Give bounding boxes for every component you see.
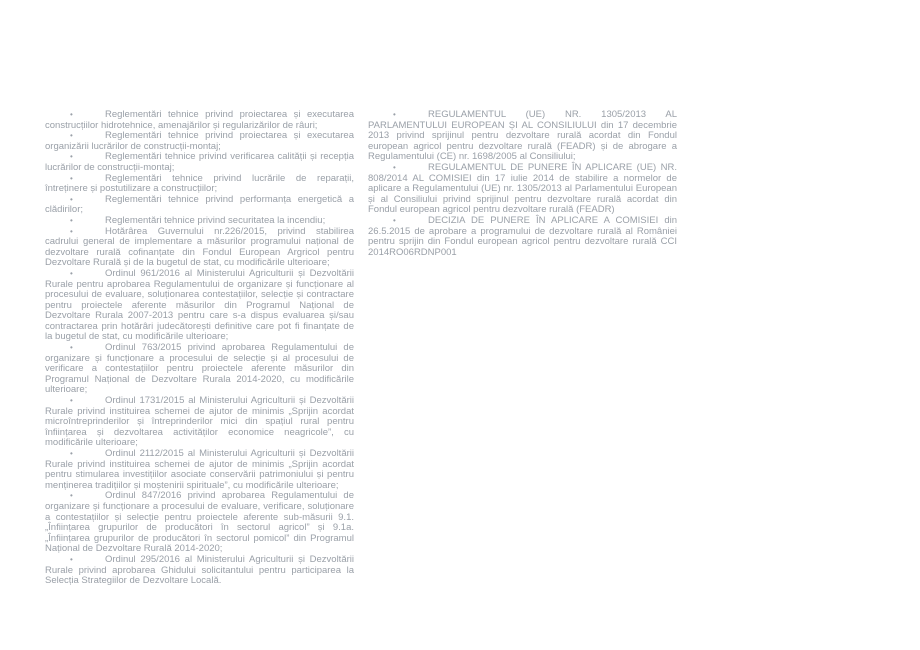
item-text: Hotărârea Guvernului nr.226/2015, privind stabilirea cadrului general de implementare a măsurilor programului național de dezvoltare rurală cofinanțate din Fondul European Argricol pentru Dezvoltare Rurală și de la bugetul de stat, cu modificările ulterioare; <box>45 225 354 269</box>
bullet-marker: • <box>70 343 73 353</box>
item-text: DECIZIA DE PUNERE ÎN APLICARE A COMISIEI din 26.5.2015 de aprobare a programului de dezvoltare rurală al României pentru sprijin din Fondul european agricol pentru dezvoltare rurală CCI 2014RO06RDNP001 <box>368 214 677 258</box>
list-item <box>45 195 354 216</box>
item-text: Reglementări tehnice privind securitatea la incendiu; <box>105 214 326 226</box>
list-item <box>45 449 354 491</box>
list-item <box>45 491 354 555</box>
list-item <box>45 396 354 449</box>
bullet-marker: • <box>70 194 73 204</box>
list-item <box>45 152 354 173</box>
item-text: Reglementări tehnice privind proiectarea și executarea construcțiilor hidrotehnice, amenajărilor și regularizărilor de râuri; <box>45 109 354 131</box>
list-item <box>45 227 354 269</box>
bullet-marker: • <box>70 554 73 564</box>
item-text: Ordinul 295/2016 al Ministerului Agriculturii și Dezvoltării Rurale privind aprobarea Ghidului solicitantului pentru participarea la Selecția Strategiilor de Dezvoltare Locală. <box>45 553 354 587</box>
bullet-marker: • <box>393 110 396 119</box>
bullet-marker: • <box>70 226 73 236</box>
item-text: Reglementări tehnice privind verificarea calității și recepția lucrărilor de construcții-montaj; <box>45 151 354 173</box>
bullet-marker: • <box>70 268 73 278</box>
list-item <box>368 163 677 216</box>
left-column <box>45 110 354 587</box>
item-text: Ordinul 961/2016 al Ministerului Agriculturii și Dezvoltării Rurale pentru aprobarea Regulamentului de organizare și funcționare al procesului de evaluare, soluționarea contestațiilor, selecție și contractare pentru proiectele aferente măsurilor din Programul Național de Dezvoltare Rurala 2007-2013 pentru care s-a dispus evaluarea și/sau contractarea prin hotărâri judecătorești definitive care pot fi finanțate de la bugetul de stat, cu modificările ulterioare; <box>45 267 354 343</box>
bullet-marker: • <box>70 491 73 501</box>
item-text: Reglementări tehnice privind lucrările de reparații, întreținere și postutilizare a construcțiilor; <box>45 172 354 195</box>
item-text: REGULAMENTUL (UE) NR. 1305/2013 AL PARLAMENTULUI EUROPEAN ȘI AL CONSILIULUI din 17 decembrie 2013 privind sprijinul pentru dezvoltare rurală acordat din Fondul european agricol pentru dezvoltare rurală (FEADR) și de abrogare a Regulamentului (CE) nr. 1698/2005 al Consiliului; <box>368 109 677 163</box>
bullet-marker: • <box>70 173 73 183</box>
list-item <box>368 110 677 163</box>
bullet-marker: • <box>393 215 396 225</box>
item-text: Reglementări tehnice privind proiectarea și executarea organizării lucrărilor de construcții-montaj; <box>45 130 354 152</box>
item-text: Reglementări tehnice privind performanța energetică a clădirilor; <box>45 193 354 216</box>
list-item <box>45 174 354 195</box>
bullet-marker: • <box>393 162 396 172</box>
bullet-marker: • <box>70 396 73 406</box>
item-text: Ordinul 763/2015 privind aprobarea Regulamentului de organizare și funcționare a procesului de selecție și al procesului de verificare a contestațiilor pentru proiectele aferente măsurilor din Programul Național de Dezvoltare Rurala 2014-2020, cu modificările ulterioare; <box>45 342 354 396</box>
list-item <box>45 131 354 152</box>
list-item <box>45 110 354 131</box>
item-text: Ordinul 2112/2015 al Ministerului Agriculturii și Dezvoltării Rurale privind instituirea schemei de ajutor de minimis „Sprijin acordat pentru stimularea investițiilor asociate conservării patrimoniului și pentru menținerea tradițiilor și moștenirii spirituale”, cu modificările ulterioare; <box>45 448 354 491</box>
list-item <box>45 555 354 587</box>
item-text: REGULAMENTUL DE PUNERE ÎN APLICARE (UE) NR. 808/2014 AL COMISIEI din 17 iulie 2014 de stabilire a normelor de aplicare a Regulamentului (UE) nr. 1305/2013 al Parlamentului European și al Consiliului privind sprijinul pentru dezvoltare rurală acordat din Fondul european agricol pentru dezvoltare rurală (FEADR) <box>368 161 677 216</box>
bullet-marker: • <box>70 215 73 225</box>
bullet-marker: • <box>70 131 73 141</box>
item-text: Ordinul 847/2016 privind aprobarea Regulamentului de organizare și funcționare a procesului de evaluare, verificare, soluționare a contestațiilor și selecție pentru proiectele aferente sub-măsurii 9.1. „Înființarea grupurilor de producători în sectorul agricol” și 9.1a. „Înființarea grupurilor de producători în sectorul pomicol” din Programul Național de Dezvoltare Rurală 2014-2020; <box>45 490 354 555</box>
right-column <box>368 110 677 258</box>
list-item <box>368 216 677 258</box>
bullet-marker: • <box>70 152 73 162</box>
bullet-marker: • <box>70 110 73 119</box>
list-item <box>45 269 354 343</box>
bullet-marker: • <box>70 449 73 458</box>
item-text: Ordinul 1731/2015 al Ministerului Agriculturii și Dezvoltării Rurale privind instituirea schemei de ajutor de minimis „Sprijin acordat microîntreprinderilor și întreprinderilor mici din spațiul rural pentru înființarea și dezvoltarea activităților economice neagricole”, cu modificările ulterioare; <box>45 395 354 449</box>
list-item <box>45 343 354 396</box>
